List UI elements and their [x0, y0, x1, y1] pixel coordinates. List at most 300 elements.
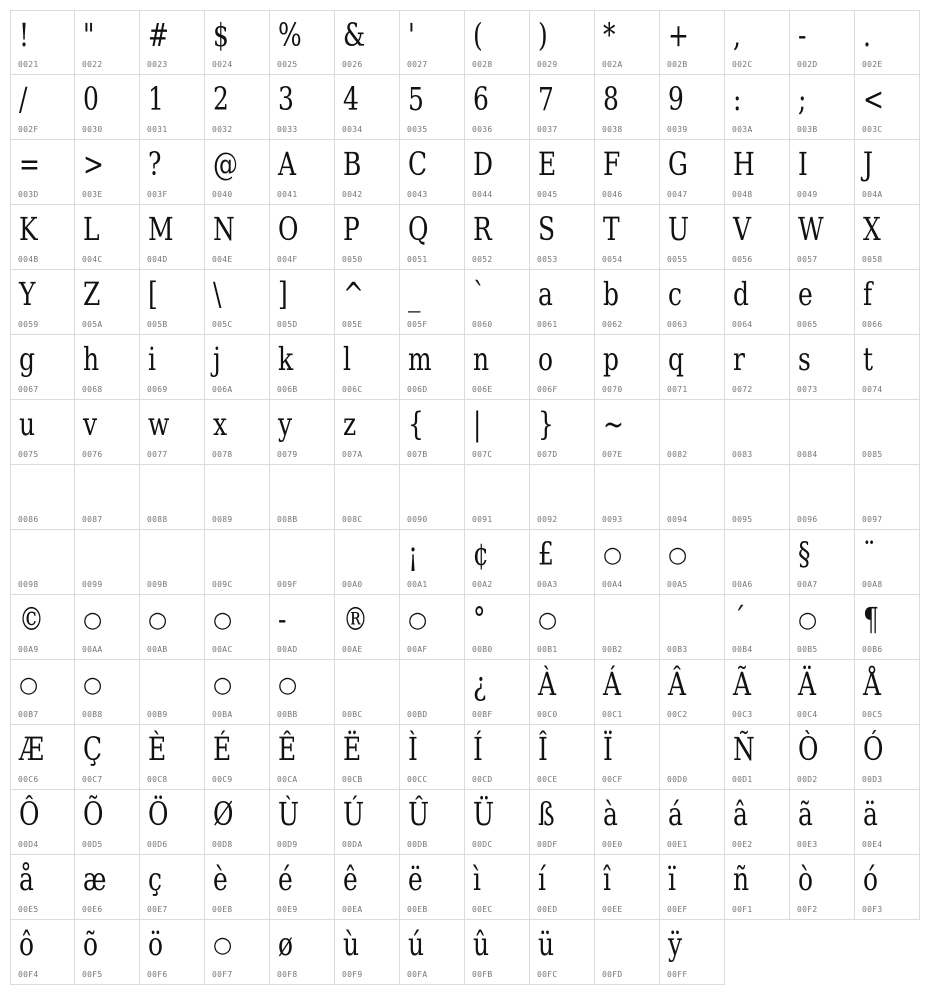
glyph-code-label: 006E [472, 385, 493, 394]
glyph-cell [400, 10, 465, 75]
glyph-sample: } [538, 405, 554, 443]
glyph-cell [790, 140, 855, 205]
glyph-cell [790, 660, 855, 725]
glyph-cell [530, 140, 595, 205]
glyph-code-label: 00FD [602, 970, 623, 979]
glyph-cell [400, 75, 465, 140]
glyph-code-label: 0092 [537, 515, 558, 524]
glyph-sample: t [863, 340, 874, 378]
glyph-code-label: 00C6 [18, 775, 39, 784]
glyph-code-label: 00E2 [732, 840, 753, 849]
glyph-sample: _ [408, 275, 421, 313]
glyph-code-label: 0053 [537, 255, 558, 264]
glyph-cell [725, 205, 790, 270]
glyph-sample: - [278, 600, 287, 638]
glyph-sample: 8 [603, 80, 619, 118]
glyph-sample: z [343, 405, 357, 443]
glyph-sample: O [278, 210, 299, 248]
glyph-code-label: 00D9 [277, 840, 298, 849]
glyph-sample: î [603, 860, 611, 898]
glyph-sample: N [213, 210, 235, 248]
glyph-sample: C [408, 145, 428, 183]
missing-glyph-icon: ○ [408, 608, 428, 633]
glyph-code-label: 0060 [472, 320, 493, 329]
glyph-cell [205, 335, 270, 400]
glyph-sample: r [733, 340, 745, 378]
glyph-cell [790, 10, 855, 75]
glyph-cell [10, 335, 75, 400]
glyph-code-label: 0044 [472, 190, 493, 199]
glyph-code-label: 00B2 [602, 645, 623, 654]
glyph-code-label: 00A7 [797, 580, 818, 589]
glyph-sample: s [798, 340, 811, 378]
glyph-cell [530, 920, 595, 985]
glyph-code-label: 009F [277, 580, 298, 589]
glyph-cell [400, 855, 465, 920]
glyph-cell [465, 335, 530, 400]
glyph-cell [660, 465, 725, 530]
glyph-cell [855, 855, 920, 920]
glyph-sample: 5 [408, 80, 424, 118]
glyph-cell [725, 465, 790, 530]
glyph-cell [205, 790, 270, 855]
glyph-cell [335, 595, 400, 660]
glyph-sample: | [473, 405, 482, 443]
glyph-sample: p [603, 340, 619, 378]
glyph-code-label: 0095 [732, 515, 753, 524]
glyph-cell [790, 595, 855, 660]
glyph-cell [595, 855, 660, 920]
glyph-cell [465, 530, 530, 595]
glyph-code-label: 00EE [602, 905, 623, 914]
glyph-cell [140, 790, 205, 855]
glyph-cell [595, 10, 660, 75]
glyph-cell [335, 920, 400, 985]
glyph-cell [400, 205, 465, 270]
glyph-code-label: 0090 [407, 515, 428, 524]
glyph-cell [530, 790, 595, 855]
glyph-code-label: 0057 [797, 255, 818, 264]
glyph-cell [270, 400, 335, 465]
glyph-cell [205, 140, 270, 205]
glyph-cell [595, 790, 660, 855]
glyph-cell [75, 465, 140, 530]
glyph-code-label: 00B4 [732, 645, 753, 654]
glyph-sample: 4 [343, 80, 359, 118]
glyph-cell [140, 725, 205, 790]
glyph-code-label: 007D [537, 450, 558, 459]
glyph-code-label: 00E1 [667, 840, 688, 849]
glyph-code-label: 0030 [82, 125, 103, 134]
glyph-sample: ' [408, 16, 415, 54]
glyph-sample: : [733, 80, 742, 118]
glyph-code-label: 00B0 [472, 645, 493, 654]
glyph-cell [10, 205, 75, 270]
glyph-cell [725, 725, 790, 790]
glyph-code-label: 0048 [732, 190, 753, 199]
glyph-code-label: 00E7 [147, 905, 168, 914]
missing-glyph-icon: ○ [278, 673, 298, 698]
glyph-code-label: 00E6 [82, 905, 103, 914]
glyph-sample: ñ [733, 860, 750, 898]
glyph-code-label: 0032 [212, 125, 233, 134]
glyph-sample: ò [798, 860, 814, 898]
glyph-cell [75, 595, 140, 660]
glyph-code-label: 004D [147, 255, 168, 264]
glyph-cell [10, 270, 75, 335]
glyph-code-label: 00FF [667, 970, 688, 979]
glyph-cell [660, 530, 725, 595]
glyph-cell [725, 75, 790, 140]
glyph-cell [270, 790, 335, 855]
glyph-sample: ! [19, 16, 30, 54]
glyph-cell [465, 270, 530, 335]
glyph-cell [465, 205, 530, 270]
glyph-cell [855, 140, 920, 205]
glyph-sample: n [473, 340, 490, 378]
glyph-cell [205, 270, 270, 335]
glyph-cell [530, 595, 595, 660]
glyph-code-label: 0022 [82, 60, 103, 69]
glyph-cell [140, 75, 205, 140]
glyph-cell [75, 140, 140, 205]
glyph-sample: Ç [83, 730, 103, 768]
glyph-cell [725, 335, 790, 400]
glyph-code-label: 0085 [862, 450, 883, 459]
glyph-cell [660, 205, 725, 270]
glyph-code-label: 00A3 [537, 580, 558, 589]
glyph-code-label: 004A [862, 190, 883, 199]
glyph-sample: û [473, 925, 490, 963]
glyph-cell [400, 920, 465, 985]
glyph-sample: Æ [19, 730, 44, 768]
glyph-sample: x [213, 405, 228, 443]
glyph-cell [790, 270, 855, 335]
glyph-cell [530, 855, 595, 920]
glyph-sample: $ [213, 16, 229, 54]
glyph-sample: Î [538, 730, 548, 768]
glyph-sample: q [668, 340, 684, 378]
glyph-code-label: 0084 [797, 450, 818, 459]
glyph-cell [530, 75, 595, 140]
glyph-cell [465, 855, 530, 920]
glyph-sample: ¡ [408, 535, 419, 573]
glyph-cell [855, 660, 920, 725]
glyph-cell [725, 660, 790, 725]
glyph-code-label: 00B1 [537, 645, 558, 654]
glyph-code-label: 0037 [537, 125, 558, 134]
glyph-sample: [ [148, 275, 158, 313]
glyph-code-label: 0094 [667, 515, 688, 524]
glyph-code-label: 0087 [82, 515, 103, 524]
glyph-sample: ó [863, 860, 879, 898]
glyph-cell [465, 725, 530, 790]
glyph-sample: Ê [278, 730, 297, 768]
glyph-code-label: 0036 [472, 125, 493, 134]
glyph-cell [465, 75, 530, 140]
glyph-code-label: 003A [732, 125, 753, 134]
glyph-cell [205, 725, 270, 790]
glyph-code-label: 0061 [537, 320, 558, 329]
glyph-code-label: 00AA [82, 645, 103, 654]
glyph-sample: f [863, 275, 873, 313]
glyph-sample: ü [538, 925, 555, 963]
missing-glyph-icon: ○ [83, 673, 103, 698]
glyph-cell [790, 530, 855, 595]
glyph-cell [465, 400, 530, 465]
glyph-code-label: 00B6 [862, 645, 883, 654]
glyph-sample: É [213, 730, 232, 768]
glyph-cell [595, 75, 660, 140]
glyph-code-label: 00BD [407, 710, 428, 719]
glyph-sample: ( [473, 16, 483, 54]
glyph-sample: * [603, 16, 616, 54]
glyph-sample: ú [408, 925, 425, 963]
glyph-sample: ê [343, 860, 358, 898]
glyph-code-label: 007A [342, 450, 363, 459]
glyph-code-label: 0079 [277, 450, 298, 459]
glyph-cell [400, 335, 465, 400]
glyph-code-label: 00FB [472, 970, 493, 979]
glyph-code-label: 00B8 [82, 710, 103, 719]
glyph-code-label: 00CF [602, 775, 623, 784]
glyph-code-label: 00C8 [147, 775, 168, 784]
glyph-cell [400, 790, 465, 855]
glyph-sample: u [19, 405, 36, 443]
glyph-sample: Ô [19, 795, 40, 833]
glyph-sample: d [733, 275, 749, 313]
glyph-code-label: 0034 [342, 125, 363, 134]
glyph-code-label: 00F7 [212, 970, 233, 979]
missing-glyph-icon: ○ [798, 608, 818, 633]
glyph-code-label: 00F2 [797, 905, 818, 914]
glyph-sample: á [668, 795, 683, 833]
glyph-sample: < [863, 80, 884, 118]
glyph-code-label: 005D [277, 320, 298, 329]
glyph-cell [75, 725, 140, 790]
glyph-cell [855, 790, 920, 855]
glyph-cell [10, 10, 75, 75]
missing-glyph-icon: ○ [213, 608, 233, 633]
glyph-code-label: 0055 [667, 255, 688, 264]
glyph-code-label: 0043 [407, 190, 428, 199]
glyph-code-label: 00F8 [277, 970, 298, 979]
glyph-code-label: 00C1 [602, 710, 623, 719]
glyph-cell [855, 75, 920, 140]
glyph-code-label: 006C [342, 385, 363, 394]
glyph-cell [335, 10, 400, 75]
glyph-code-label: 00A2 [472, 580, 493, 589]
glyph-cell [75, 530, 140, 595]
glyph-code-label: 00CD [472, 775, 493, 784]
glyph-sample: ù [343, 925, 360, 963]
glyph-cell [270, 855, 335, 920]
glyph-sample: 6 [473, 80, 489, 118]
glyph-cell [205, 595, 270, 660]
glyph-cell [790, 465, 855, 530]
glyph-sample: i [148, 340, 156, 378]
glyph-cell [140, 270, 205, 335]
glyph-code-label: 0093 [602, 515, 623, 524]
glyph-sample: Ó [863, 730, 884, 768]
glyph-cell [595, 595, 660, 660]
glyph-cell [335, 270, 400, 335]
glyph-cell [140, 10, 205, 75]
glyph-cell [855, 530, 920, 595]
glyph-sample: 7 [538, 80, 554, 118]
glyph-code-label: 0028 [472, 60, 493, 69]
glyph-cell [400, 530, 465, 595]
glyph-code-label: 008C [342, 515, 363, 524]
glyph-sample: Y [19, 275, 36, 313]
glyph-cell [855, 335, 920, 400]
glyph-cell [790, 75, 855, 140]
glyph-sample: ë [408, 860, 423, 898]
glyph-code-label: 00B3 [667, 645, 688, 654]
glyph-code-label: 00F4 [18, 970, 39, 979]
glyph-cell [140, 335, 205, 400]
glyph-cell [725, 10, 790, 75]
glyph-code-label: 004E [212, 255, 233, 264]
glyph-sample: @ [213, 145, 238, 183]
glyph-cell [10, 920, 75, 985]
glyph-cell [660, 595, 725, 660]
glyph-sample: S [538, 210, 556, 248]
glyph-sample: W [798, 210, 824, 248]
glyph-code-label: 00AB [147, 645, 168, 654]
glyph-code-label: 0035 [407, 125, 428, 134]
glyph-cell [75, 855, 140, 920]
glyph-sample: b [603, 275, 619, 313]
glyph-code-label: 00C4 [797, 710, 818, 719]
glyph-code-label: 0086 [18, 515, 39, 524]
glyph-cell [270, 205, 335, 270]
glyph-code-label: 0050 [342, 255, 363, 264]
glyph-cell [205, 855, 270, 920]
glyph-cell [660, 400, 725, 465]
glyph-code-label: 0039 [667, 125, 688, 134]
glyph-sample: ¨ [863, 535, 876, 573]
glyph-cell [790, 400, 855, 465]
glyph-sample: ] [278, 275, 288, 313]
glyph-code-label: 00D5 [82, 840, 103, 849]
glyph-sample: ¶ [863, 600, 879, 638]
glyph-code-label: 004F [277, 255, 298, 264]
glyph-code-label: 007E [602, 450, 623, 459]
glyph-cell [530, 10, 595, 75]
glyph-cell [790, 790, 855, 855]
glyph-code-label: 0078 [212, 450, 233, 459]
glyph-sample: { [408, 405, 424, 443]
glyph-sample: M [148, 210, 174, 248]
glyph-cell [270, 270, 335, 335]
glyph-code-label: 0027 [407, 60, 428, 69]
glyph-code-label: 00EB [407, 905, 428, 914]
glyph-cell [660, 725, 725, 790]
missing-glyph-icon: ○ [538, 608, 558, 633]
glyph-code-label: 00D0 [667, 775, 688, 784]
glyph-code-label: 0071 [667, 385, 688, 394]
glyph-sample: m [408, 340, 432, 378]
glyph-sample: F [603, 145, 621, 183]
glyph-cell [10, 595, 75, 660]
glyph-sample: ï [668, 860, 676, 898]
glyph-sample: § [798, 535, 811, 573]
glyph-cell [855, 400, 920, 465]
glyph-sample: y [278, 405, 293, 443]
glyph-code-label: 004C [82, 255, 103, 264]
glyph-code-label: 0099 [82, 580, 103, 589]
glyph-sample: ì [473, 860, 481, 898]
glyph-code-label: 00F9 [342, 970, 363, 979]
glyph-cell [335, 465, 400, 530]
glyph-sample: è [213, 860, 228, 898]
glyph-code-label: 00DF [537, 840, 558, 849]
glyph-code-label: 00A9 [18, 645, 39, 654]
glyph-code-label: 00AD [277, 645, 298, 654]
glyph-sample: í [538, 860, 546, 898]
glyph-sample: P [343, 210, 360, 248]
glyph-code-label: 00C0 [537, 710, 558, 719]
glyph-cell [335, 140, 400, 205]
glyph-code-label: 0082 [667, 450, 688, 459]
glyph-cell [270, 465, 335, 530]
glyph-cell [595, 465, 660, 530]
glyph-cell [140, 855, 205, 920]
glyph-cell [465, 465, 530, 530]
glyph-cell [335, 660, 400, 725]
glyph-cell [75, 335, 140, 400]
glyph-cell [140, 140, 205, 205]
glyph-cell [10, 660, 75, 725]
glyph-cell [400, 270, 465, 335]
glyph-code-label: 00E5 [18, 905, 39, 914]
glyph-sample: h [83, 340, 100, 378]
glyph-sample: ; [798, 80, 807, 118]
glyph-sample: 9 [668, 80, 684, 118]
glyph-cell [10, 725, 75, 790]
missing-glyph-icon: ○ [19, 673, 39, 698]
glyph-cell [270, 725, 335, 790]
glyph-code-label: 003D [18, 190, 39, 199]
glyph-sample: ~ [603, 405, 624, 443]
glyph-code-label: 0024 [212, 60, 233, 69]
glyph-code-label: 00CA [277, 775, 298, 784]
glyph-cell [465, 790, 530, 855]
glyph-sample: â [733, 795, 748, 833]
glyph-code-label: 00C3 [732, 710, 753, 719]
glyph-sample: Q [408, 210, 429, 248]
glyph-cell [595, 530, 660, 595]
glyph-cell [530, 205, 595, 270]
glyph-cell [855, 465, 920, 530]
glyph-cell [595, 920, 660, 985]
glyph-code-label: 00AC [212, 645, 233, 654]
glyph-code-label: 0097 [862, 515, 883, 524]
glyph-cell [270, 140, 335, 205]
glyph-cell [725, 790, 790, 855]
glyph-code-label: 00EC [472, 905, 493, 914]
glyph-code-label: 00DA [342, 840, 363, 849]
glyph-cell [790, 725, 855, 790]
glyph-code-label: 0038 [602, 125, 623, 134]
glyph-code-label: 005F [407, 320, 428, 329]
glyph-code-label: 00B5 [797, 645, 818, 654]
glyph-cell [855, 270, 920, 335]
glyph-code-label: 00A5 [667, 580, 688, 589]
glyph-sample: v [83, 405, 98, 443]
glyph-sample: \ [213, 275, 222, 313]
